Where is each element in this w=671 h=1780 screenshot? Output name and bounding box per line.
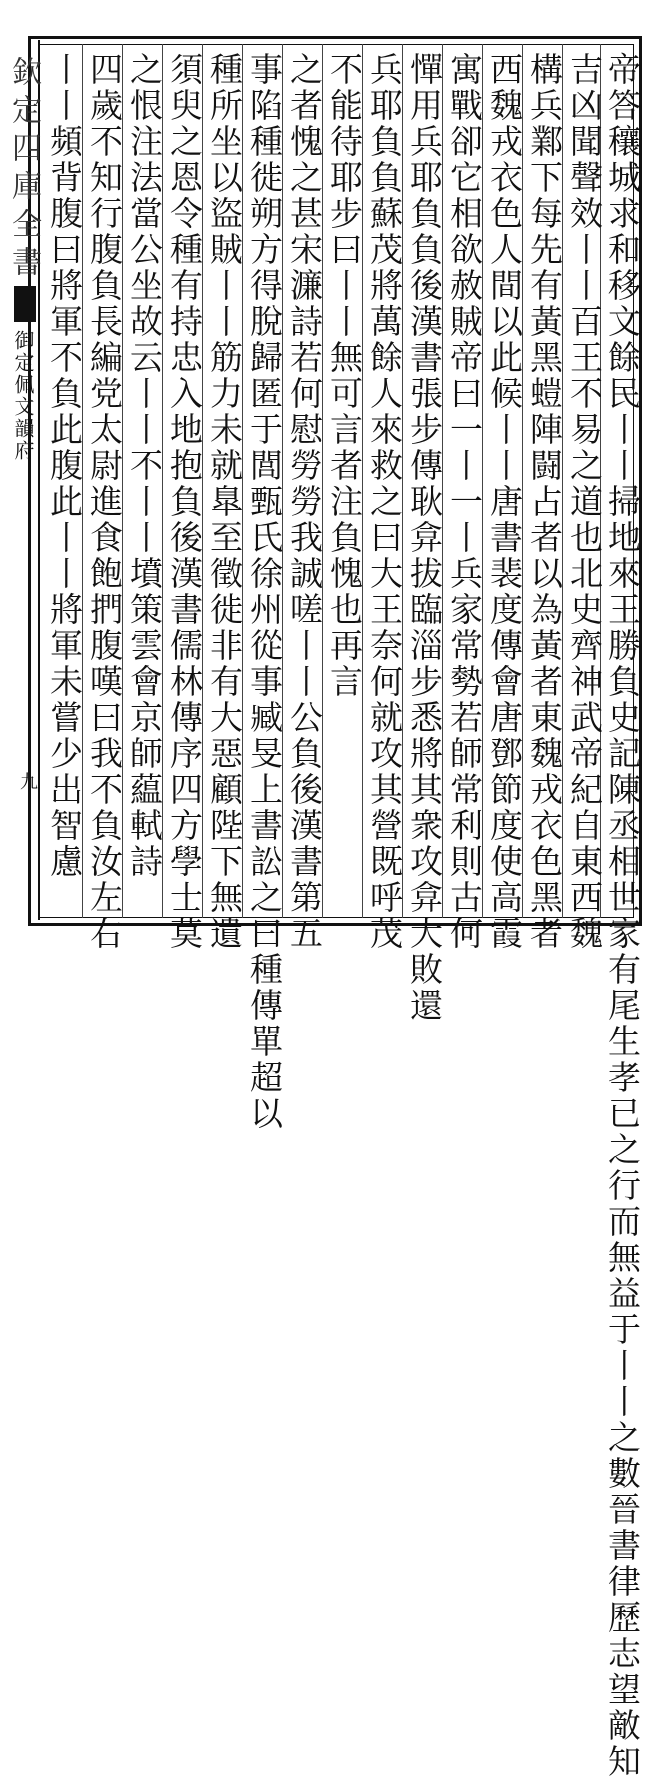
book-edge-title: 欽定四庫全書	[6, 56, 41, 284]
text-column: 須臾之恩令種有持忠入地抱負後漢書儒林傳序四方學士莫	[165, 52, 204, 952]
text-column: 丨丨頻背腹曰將軍不負此腹此丨丨將軍未嘗少出智慮	[45, 52, 84, 880]
book-side-title: 御定佩文韻府	[11, 330, 35, 462]
page-number: 九	[17, 772, 38, 790]
text-column: 帝答穰城求和移文餘民丨丨掃地來王勝負史記陳丞相世家有尾生孝已之行而無益于丨丨之數晉書律歷志望敵知	[603, 52, 642, 1780]
text-column: 構兵鄴下每先有黃黑螘陣闘占者以為黃者東魏戎衣色黑者	[525, 52, 564, 952]
text-column: 兵耶負負蘇茂將萬餘人來救之曰大王奈何就攻其營既呼茂	[365, 52, 404, 952]
text-column: 憚用兵耶負負後漢書張步傳耿弇拔臨淄步悉將其衆攻弇大敗還	[405, 52, 444, 1024]
text-column: 寓戰卻它相欲赦賊帝曰一丨一丨兵家常勢若師常利則古何	[445, 52, 484, 952]
text-column: 西魏戎衣色人間以此候丨丨唐書裴度傳會唐鄧節度使高霞	[485, 52, 524, 952]
text-column: 之恨注法當公坐故云丨丨不丨丨墳策雲會京師藴軾詩	[125, 52, 164, 880]
text-column: 事陷種徙朔方得脫歸匿于閭甄氏徐州從事臧旻上書訟之曰種傳單超以	[245, 52, 284, 1132]
text-column: 四歲不知行腹負長編党太尉進食飽捫腹嘆曰我不負汝左右	[85, 52, 124, 952]
text-column: 吉凶聞聲效丨丨百王不易之道也北史齊神武帝紀自東西魏	[565, 52, 604, 952]
text-column: 之者愧之甚宋濂詩若何慰勞勞我誠嗟丨丨公負後漢書第五	[285, 52, 324, 952]
text-column: 種所坐以盜賊丨丨筋力未就臯至徵徙非有大惡顧陛下無遺	[205, 52, 244, 952]
text-column: 不能待耶步曰丨丨無可言者注負愧也再言	[325, 52, 364, 700]
